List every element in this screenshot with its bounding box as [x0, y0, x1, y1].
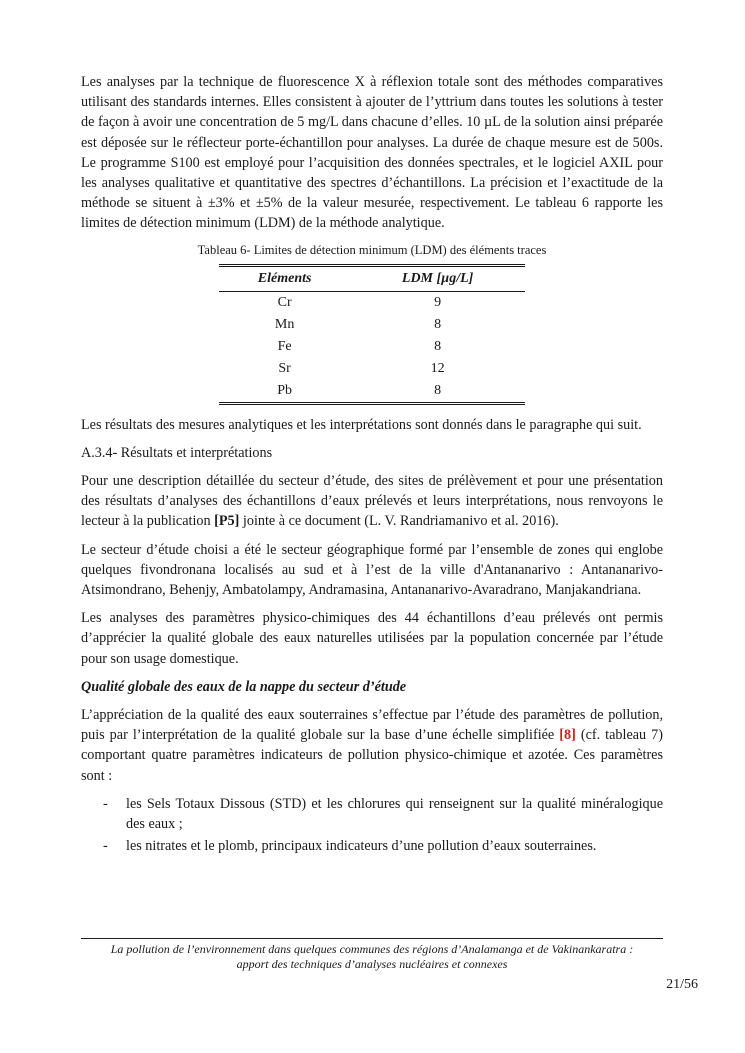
table-row: [219, 291, 525, 314]
text-segment: (cf. tableau 7) comportant quatre paramètres indicateurs de pollution physico-chimique et azotée. Ces paramètres sont :: [81, 727, 663, 784]
paragraph-study-area: Le secteur d’étude choisi a été le secteur géographique formé par l’ensemble de zones qui englobe quelques fivondronana localisés au sud et à l’est de la ville d'Antananarivo : Antananarivo-Atsimondrano, Behenjy, Ambatolampy, Andramasina, Antananarivo-Avaradrano, Manjakandriana.: [81, 541, 663, 599]
header-elements: Eléments: [219, 265, 350, 291]
table-row: [219, 380, 525, 404]
cell-element: Fe: [277, 338, 292, 354]
list-item: [81, 794, 663, 834]
list-item-text: les nitrates et le plomb, principaux indicateurs d’une pollution d’eaux souterraines.: [126, 838, 597, 855]
page-number: 21/56: [666, 977, 698, 992]
citation-link[interactable]: [8]: [559, 727, 576, 744]
page-footer: [81, 942, 663, 972]
parameter-list: [81, 794, 663, 857]
table-row: [219, 336, 525, 358]
cell-element: Mn: [274, 316, 295, 332]
publication-reference: [P5]: [214, 513, 240, 530]
footer-line-1: La pollution de l’environnement dans quelques communes des régions d’Analamanga et de Vakinankaratra :: [110, 942, 634, 956]
cell-ldm: 9: [434, 294, 442, 310]
subheading-water-quality: Qualité globale des eaux de la nappe du secteur d’étude: [81, 678, 407, 695]
paragraph-publication-ref: [81, 471, 663, 532]
table-row: [219, 314, 525, 336]
list-item-text: les Sels Totaux Dissous (STD) et les chlorures qui renseignent sur la qualité minéralogique des eaux ;: [126, 795, 663, 833]
table-header-row: [219, 265, 525, 291]
cell-ldm: 8: [434, 338, 442, 354]
cell-element: Sr: [278, 360, 291, 376]
paragraph-quality-assessment: [81, 705, 663, 786]
section-title: A.3.4- Résultats et interprétations: [81, 444, 273, 461]
cell-ldm: 12: [430, 360, 445, 376]
cell-element: Cr: [277, 294, 292, 310]
list-item: [81, 836, 663, 856]
cell-element: Pb: [277, 382, 293, 398]
footer-divider: [81, 938, 663, 939]
cell-ldm: 8: [434, 316, 442, 332]
dash-bullet: -: [103, 795, 108, 812]
header-ldm: LDM [µg/L]: [350, 265, 525, 291]
ldm-table: [219, 264, 525, 405]
paragraph-physico-chemical: Les analyses des paramètres physico-chimiques des 44 échantillons d’eau prélevés ont permis d’apprécier la qualité globale des eaux naturelles utilisées par la population concernée par l’étude pour son usage domestique.: [81, 610, 663, 667]
table-row: [219, 358, 525, 380]
paragraph-methods: Les analyses par la technique de fluorescence X à réflexion totale sont des méthodes comparatives utilisant des standards internes. Elles consistent à ajouter de l’yttrium dans toutes les solutions à tester de façon à avoir une concentration de 5 mg/L dans chacune d’elles. 10 µL de la solution ainsi préparée est déposée sur le réflecteur porte-échantillon pour analyses. La durée de chaque mesure est de 500s. Le programme S100 est employé pour l’acquisition des données spectrales, et le logiciel AXIL pour les analyses qualitative et quantitative des spectres d’échantillons. La précision et l’exactitude de la méthode se situent à ±3% et ±5% de la valeur mesurée, respectivement. Le tableau 6 rapporte les limites de détection minimum (LDM) de la méthode analytique.: [81, 74, 663, 232]
footer-line-2: apport des techniques d’analyses nucléaires et connexes: [236, 957, 508, 971]
table-caption: Tableau 6- Limites de détection minimum (LDM) des éléments traces: [197, 242, 547, 257]
cell-ldm: 8: [434, 382, 442, 398]
text-segment: jointe à ce document (L. V. Randriamanivo et al. 2016).: [239, 513, 559, 530]
text-segment: L’appréciation de la qualité des eaux souterraines s’effectue par l’étude des paramètres de pollution, puis par l’interprétation de la qualité globale sur la base d’une échelle simplifiée: [81, 707, 663, 744]
text-segment: Pour une description détaillée du secteur d’étude, des sites de prélèvement et pour une présentation des résultats d’analyses des échantillons d’eaux prélevés et leurs interprétations, nous renvoyons le lecteur à la publication: [81, 473, 663, 530]
paragraph-results-intro: Les résultats des mesures analytiques et les interprétations sont donnés dans le paragraphe qui suit.: [81, 416, 642, 433]
page-body: [81, 72, 663, 862]
dash-bullet: -: [103, 838, 108, 855]
